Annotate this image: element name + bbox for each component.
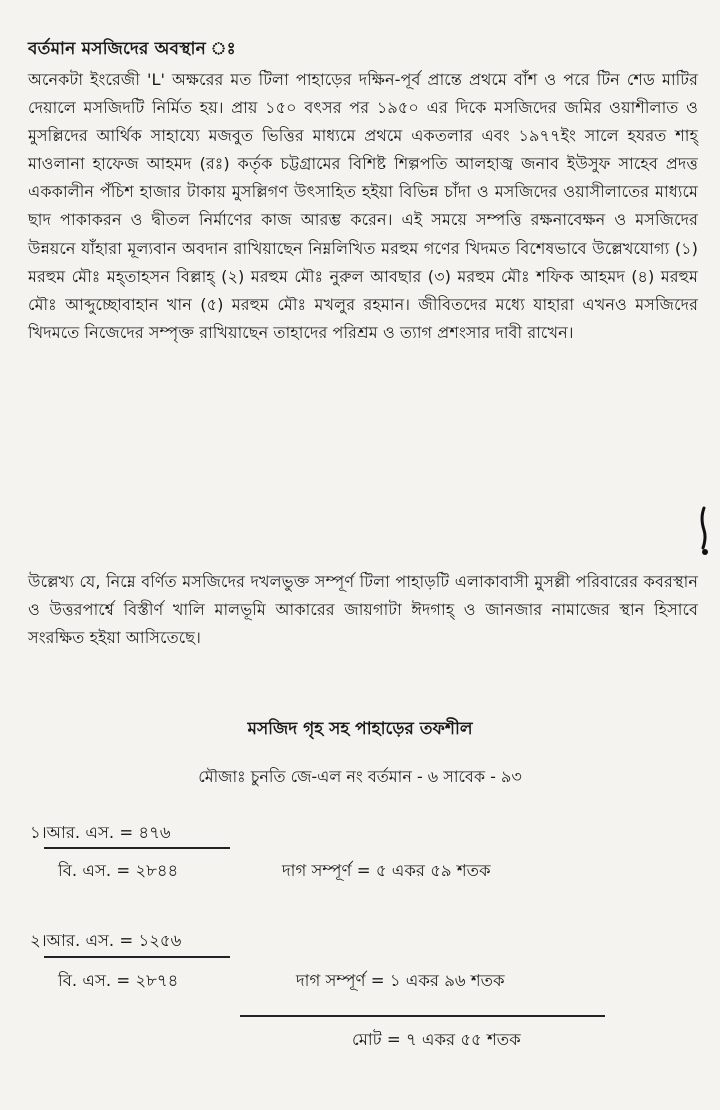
total-line: মোট = ৭ একর ৫৫ শতক xyxy=(352,1030,521,1049)
history-paragraph: অনেকটা ইংরেজী 'L' অক্ষরের মত টিলা পাহাড়ের দক্ষিন-পূর্ব প্রান্তে প্রথমে বাঁশ ও পরে টিন শেড মাটির দেয়ালে মসজিদটি নির্মিত হয়। প্রায় ১৫০ বৎসর পর ১৯৫০ এর দিকে মসজিদের জমির ওয়াশীলাত ও মুসল্লিদের আর্থিক সাহায্যে মজবুত ভিত্তির মাধ্যমে প্রথমে একতলার এবং ১৯৭৭ইং সালে হযরত শাহ্ মাওলানা হাফেজ আহমদ (রঃ) কর্তৃক চট্টগ্রামের বিশিষ্ট শিল্পপতি আলহাজ্ব জনাব ইউসুফ সাহেব প্রদত্ত এককালীন পঁচিশ হাজার টাকায় মুসল্লিগণ উৎসাহিত হইয়া বিভিন্ন চাঁদা ও মসজিদের ওয়াসীলাতের মাধ্যমে ছাদ পাকাকরন ও দ্বীতল নির্মাণের কাজ আরম্ভ করেন। এই সময়ে সম্পত্তি রক্ষনাবেক্ষন ও মসজিদের উন্নয়নে যাঁহারা মূল্যবান অবদান রাখিয়াছেন নিম্নলিখিত মরহুম গণের খিদমত বিশেষভাবে উল্লেখযোগ্য (১) মরহুম মৌঃ মহ্তাহসন বিল্লাহ্ (২) মরহুম মৌঃ নুরুল আবছার (৩) মরহুম মৌঃ শফিক আহমদ (৪) মরহুম মৌঃ আব্দুচ্ছোবাহান খান (৫) মরহুম মৌঃ মখলুর রহমান। জীবিতদের মধ্যে যাহারা এখনও মসজিদের খিদমতে নিজেদের সম্পৃক্ত রাখিয়াছেন তাহাদের পরিশ্রম ও ত্যাগ প্রশংসার দাবী রাখেন। xyxy=(28,70,698,342)
schedule-title: মসজিদ গৃহ সহ পাহাড়ের তফশীল xyxy=(247,719,473,739)
mouza-line: মৌজাঃ চুনতি জে-এল নং বর্তমান - ৬ সাবেক - ৯৩ xyxy=(198,767,522,786)
section-title: বর্তমান মসজিদের অবস্থান ঃ xyxy=(28,39,236,59)
entry-1-divider xyxy=(44,847,230,849)
entry-1-dag: দাগ সম্পূর্ণ = ৫ একর ৫৯ শতক xyxy=(282,861,491,880)
entry-2-dag: দাগ সম্পূর্ণ = ১ একর ৯৬ শতক xyxy=(296,971,505,990)
entry-1-rs: ১।আর. এস. = ৪৭৬ xyxy=(30,823,171,842)
graveyard-paragraph: উল্লেখ্য যে, নিম্নে বর্ণিত মসজিদের দখলভুক্ত সম্পূর্ণ টিলা পাহাড়টি এলাকাবাসী মুসল্লী পরিবারের কবরস্থান ও উত্তরপার্শ্বে বিস্তীর্ণ খালি মালভূমি আকারের জায়গাটা ঈদগাহ্ ও জানজার নামাজের স্থান হিসাবে সংরক্ষিত হইয়া আসিতেছে। xyxy=(28,572,698,648)
entry-2-divider xyxy=(44,956,230,958)
entry-2-bs: বি. এস. = ২৮৭৪ xyxy=(58,971,179,990)
ink-smudge-mark xyxy=(698,506,710,558)
entry-2-rs: ২।আর. এস. = ১২৫৬ xyxy=(30,931,182,950)
total-divider xyxy=(240,1015,605,1017)
entry-1-bs: বি. এস. = ২৮৪৪ xyxy=(58,861,179,880)
